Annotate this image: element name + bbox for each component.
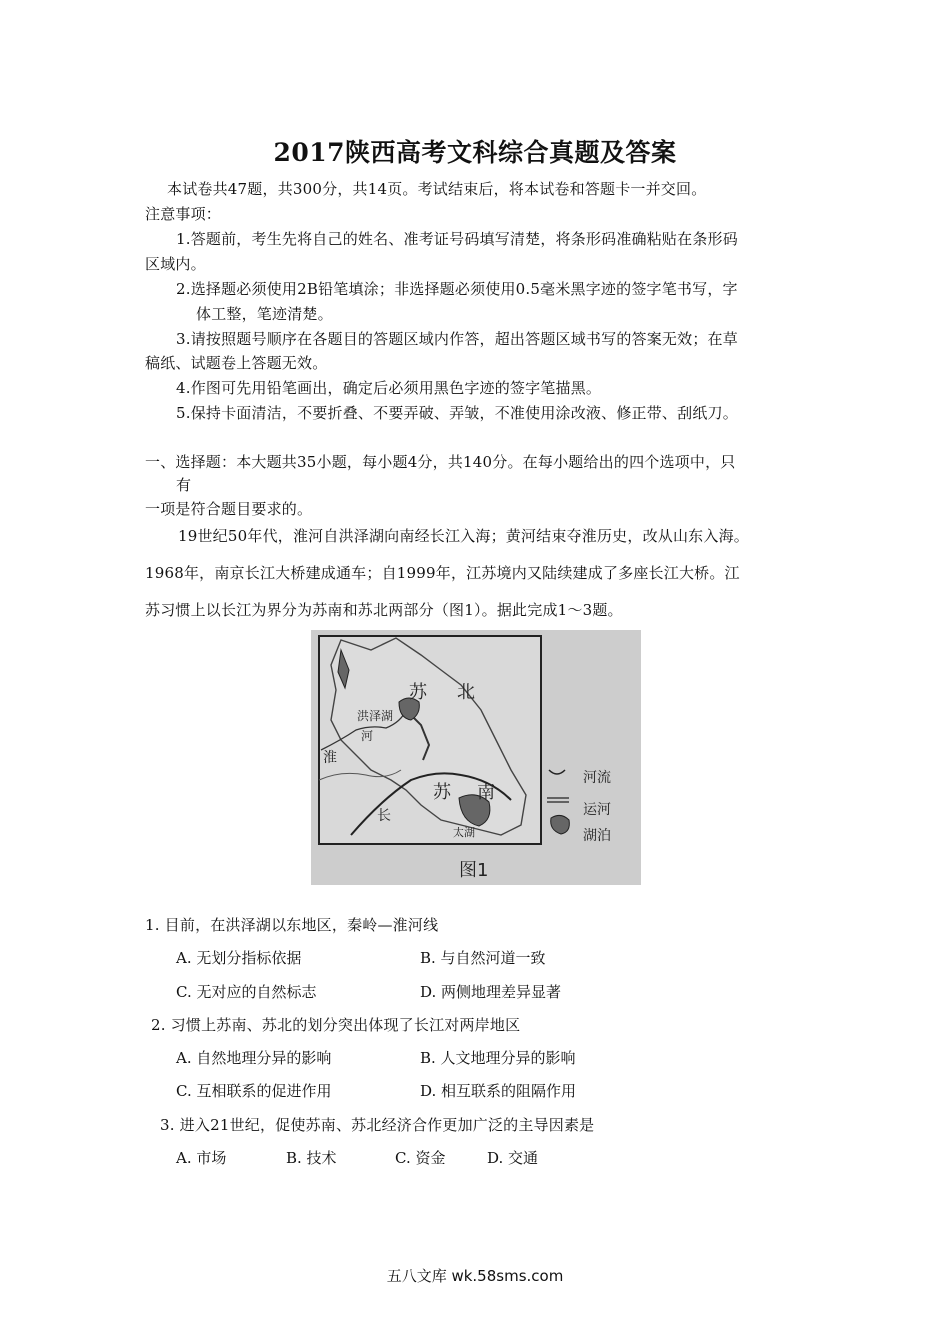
label-he: 河 [361,729,374,743]
label-hongze: 洪泽湖 [357,709,394,723]
label-sunan-2: 南 [477,782,495,803]
legend-river-label: 河流 [583,770,611,786]
question-1-option-b: B. 与自然河道一致 [420,949,546,967]
label-huai: 淮 [323,750,337,766]
label-chang: 长 [377,808,391,824]
question-3-stem: 3. 进入21世纪，促使苏南、苏北经济合作更加广泛的主导因素是 [160,1116,595,1134]
note-2-line-1: 2.选择题必须使用2B铅笔填涂；非选择题必须使用0.5毫米黑字迹的签字笔书写，字 [176,280,738,298]
label-subei-2: 北 [457,682,475,703]
document-title: 2017陕西高考文科综合真题及答案 [273,138,677,167]
note-1-line-2: 区域内。 [145,255,206,273]
note-2-line-2: 体工整，笔迹清楚。 [196,305,333,323]
legend-lake-label: 湖泊 [583,828,611,844]
section-heading-line-2: 有 [176,476,192,494]
intro-text: 本试卷共47题，共300分，共14页。考试结束后，将本试卷和答题卡一并交回。 [167,180,707,198]
jiangsu-map-image [311,630,641,885]
question-3-option-b: B. 技术 [286,1149,337,1167]
question-2-option-a: A. 自然地理分异的影响 [176,1049,332,1067]
note-1-line-1: 1.答题前，考生先将自己的姓名、准考证号码填写清楚，将条形码准确粘贴在条形码 [176,230,738,248]
label-sunan-1: 苏 [433,782,451,803]
question-3-option-d: D. 交通 [487,1149,539,1167]
note-5: 5.保持卡面清洁，不要折叠、不要弄破、弄皱，不准使用涂改液、修正带、刮纸刀。 [176,404,738,422]
passage-line-3: 苏习惯上以长江为界分为苏南和苏北两部分（图1）。据此完成1～3题。 [145,601,623,619]
notice-heading: 注意事项： [145,205,222,223]
question-2-option-d: D. 相互联系的阻隔作用 [420,1082,577,1100]
question-1-option-a: A. 无划分指标依据 [176,949,302,967]
note-3-line-1: 3.请按照题号顺序在各题目的答题区域内作答，超出答题区域书写的答案无效；在草 [176,330,738,348]
page-footer: 五八文库 wk.58sms.com [386,1267,564,1285]
question-3-option-a: A. 市场 [176,1149,227,1167]
question-3-option-c: C. 资金 [395,1149,446,1167]
question-2-stem: 2. 习惯上苏南、苏北的划分突出体现了长江对两岸地区 [151,1016,521,1034]
question-2-option-c: C. 互相联系的促进作用 [176,1082,332,1100]
question-1-option-d: D. 两侧地理差异显著 [420,983,562,1001]
label-taihu: 太湖 [453,826,475,839]
note-3-line-2: 稿纸、试题卷上答题无效。 [145,354,328,372]
question-2-option-b: B. 人文地理分异的影响 [420,1049,576,1067]
passage-line-2: 1968年，南京长江大桥建成通车；自1999年，江苏境内又陆续建成了多座长江大桥。江 [145,564,740,582]
label-subei-1: 苏 [409,682,427,703]
question-1-stem: 1. 目前，在洪泽湖以东地区，秦岭—淮河线 [145,916,439,934]
figure-1-map [311,630,641,885]
section-heading-line-1: 一、选择题：本大题共35小题，每小题4分，共140分。在每小题给出的四个选项中，只 [145,453,736,471]
question-1-option-c: C. 无对应的自然标志 [176,983,317,1001]
passage-line-1: 19世纪50年代，淮河自洪泽湖向南经长江入海；黄河结束夺淮历史，改从山东入海。 [178,527,749,545]
section-heading-line-3: 一项是符合题目要求的。 [145,500,313,518]
legend-canal-label: 运河 [583,802,611,818]
note-4: 4.作图可先用铅笔画出，确定后必须用黑色字迹的签字笔描黑。 [176,379,602,397]
figure-caption: 图1 [459,860,489,881]
